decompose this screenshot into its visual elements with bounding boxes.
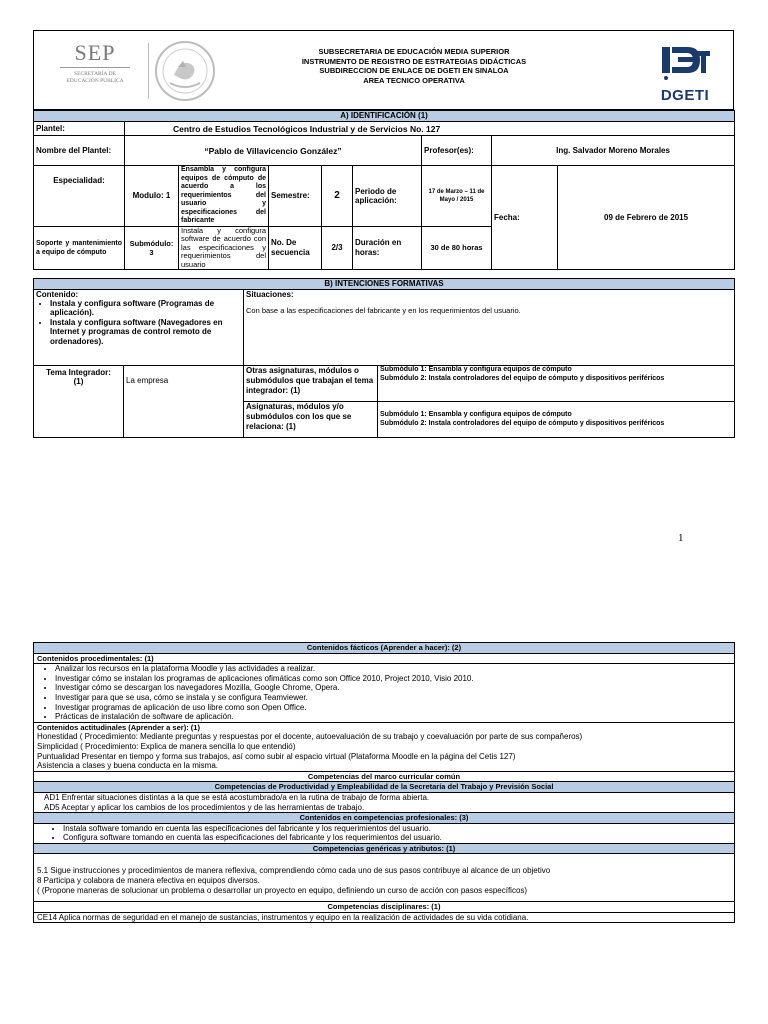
otras-asignaturas-cell (378, 366, 735, 402)
procedimentales-cell (34, 664, 735, 723)
nombre-label: Nombre del Plantel: (34, 136, 125, 166)
actitudinal-line: Simplicidad ( Procedimiento: Explica de manera sencilla lo que entendió) (37, 741, 296, 751)
especialidad-label: Especialidad: (34, 166, 125, 227)
fecha-label: Fecha: (492, 166, 558, 270)
intenciones-table (33, 278, 735, 438)
procedimental-item: • Investigar para que se usa, cómo se instala y se configura Teamviewer. (55, 693, 731, 703)
identificacion-band: A) IDENTIFICACIÓN (1) (34, 111, 735, 122)
title-line-4: AREA TECNICO OPERATIVA (363, 75, 465, 85)
nombre-value: “Pablo de Villavicencio González” (125, 136, 422, 166)
semestre-value: 2 (322, 166, 353, 227)
procedimental-item: • Prácticas de instalación de software de aplicación. (55, 712, 731, 722)
tema-value: La empresa (124, 366, 244, 438)
situaciones-label: Situaciones: (246, 290, 294, 299)
submodulo-label: Submódulo: 3 (125, 226, 179, 270)
actitudinal-line: Asistencia a clases y buena conducta en la misma. (37, 761, 218, 771)
generica-line: 5.1 Sigue instrucciones y procedimientos de manera reflexiva, comprendiendo cómo cada uno de sus pasos contribuye al alcance de un objetivo (37, 866, 551, 876)
dgeti-logo-text: DGETI (660, 87, 710, 104)
tema-integrador-cell (34, 366, 124, 438)
fecha-value: 09 de Febrero de 2015 (558, 166, 735, 270)
actitudinales-cell (34, 722, 735, 771)
secuencia-value: 2/3 (322, 226, 353, 270)
marco-curricular-band: Competencias del marco curricular común (34, 771, 735, 782)
secuencia-label: No. De secuencia (269, 226, 322, 270)
profesionales-list (37, 824, 731, 843)
profesor-value: Ing. Salvador Moreno Morales (492, 136, 735, 166)
title-line-2: INSTRUMENTO DE REGISTRO DE ESTRATEGIAS DIDÁCTICAS (301, 56, 527, 66)
identificacion-table (33, 110, 735, 270)
contenido-list (36, 299, 241, 346)
profesionales-cell (34, 823, 735, 843)
dgeti-emblem-icon (652, 43, 718, 83)
mexico-seal-icon (152, 39, 218, 103)
situaciones-text: Con base a las especificaciones del fabricante y en los requerimientos del usuario. (246, 306, 521, 315)
actitudinal-line: Puntualidad Presentar en tiempo y forma sus trabajos, así como subir al espacio virtual (Plataforma Moodle en la página del Cetis 127) (37, 751, 516, 761)
procedimental-item: • Investigar cómo se instalan los programas de aplicaciones ofimáticas como son Office 2010, Project 2010, Visio 2010. (55, 674, 731, 684)
contenido-item: • Instala y configura software (Programas de aplicación). (50, 299, 241, 318)
duracion-label: Duración en horas: (353, 226, 422, 270)
semestre-label: Semestre: (269, 166, 322, 227)
sep-logo-line2: EDUCACIÓN PÚBLICA (66, 78, 124, 84)
plantel-value: Centro de Estudios Tecnológicos Industrial y de Servicios No. 127 (125, 122, 735, 136)
situaciones-cell (244, 290, 735, 366)
periodo-label: Periodo de aplicación: (353, 166, 422, 227)
tema-number: (1) (73, 377, 84, 386)
procedimentales-label: Contenidos procedimentales: (1) (34, 653, 735, 664)
generica-line: ( (Propone maneras de solucionar un problema o desarrollar un proyecto en equipo, definiendo un curso de acción con pasos específicos) (37, 885, 528, 895)
productividad-line: AD1 Enfrentar situaciones distintas a la que se está acostumbrado/a en la rutina de trabajo de forma abierta. (44, 792, 430, 802)
document-header (33, 30, 734, 110)
document-title-block (264, 47, 564, 85)
profesor-label: Profesor(es): (422, 136, 492, 166)
asignaturas-label: Asignaturas, módulos y/o submódulos con los que se relaciona: (1) (244, 402, 378, 438)
title-line-3: SUBDIRECCION DE ENLACE DE DGETI EN SINALOA (319, 66, 509, 76)
genericas-cell (34, 854, 735, 902)
modulo-label: Modulo: 1 (125, 166, 179, 227)
page-number: 1 (678, 532, 684, 544)
asignaturas-line: Submódulo 2: Instala controladores del equipo de cómputo y dispositivos periféricos (380, 419, 665, 427)
contenido-cell (34, 290, 244, 366)
otras-line: Submódulo 2: Instala controladores del equipo de cómputo y dispositivos periféricos (380, 374, 665, 382)
modulo-description: Ensambla y configura equipos de cómputo de acuerdo a los requerimientos del usuario y especificaciones del fabricante (179, 166, 269, 227)
periodo-value: 17 de Marzo – 11 de Mayo / 2015 (422, 166, 492, 227)
actitudinales-label: Contenidos actitudinales (Aprender a ser): (1) (37, 722, 200, 732)
otras-line: Submódulo 1: Ensambla y configura equipos de cómputo (380, 366, 572, 373)
genericas-band: Competencias genéricas y atributos: (1) (34, 843, 735, 854)
procedimental-item: • Investigar programas de aplicación de uso libre como son Open Office. (55, 703, 731, 713)
profesionales-band: Contenidos en competencias profesionales: (3) (34, 813, 735, 824)
tema-label: Tema Integrador: (46, 368, 111, 377)
productividad-cell (34, 792, 735, 812)
contenidos-table (33, 642, 735, 923)
generica-line: 8 Participa y colabora de manera efectiva en equipos diversos. (37, 876, 260, 886)
contenido-label: Contenido: (36, 290, 79, 299)
submodulo-description: Instala y configura software de acuerdo con las especificaciones y requerimientos del usuario (179, 226, 269, 270)
procedimental-item: • Investigar cómo se descargan los navegadores Mozilla, Google Chrome, Opera. (55, 683, 731, 693)
procedimentales-list (37, 664, 731, 722)
otras-asignaturas-label: Otras asignaturas, módulos o submódulos que trabajan el tema integrador: (1) (244, 366, 378, 402)
asignaturas-cell (378, 402, 735, 438)
asignaturas-line: Submódulo 1: Ensambla y configura equipos de cómputo (380, 411, 572, 418)
especialidad-value: Soporte y mantenimiento a equipo de cómputo (34, 226, 125, 270)
dgeti-logo (652, 43, 718, 104)
title-line-1: SUBSECRETARIA DE EDUCACIÓN MEDIA SUPERIOR (318, 47, 510, 56)
disciplinares-text: CE14 Aplica normas de seguridad en el manejo de sustancias, instrumentos y equipo en la realización de actividades de su vida cotidiana. (34, 912, 735, 923)
intenciones-band: B) INTENCIONES FORMATIVAS (34, 279, 735, 290)
plantel-label: Plantel: (34, 122, 125, 136)
contenido-item: • Instala y configura software (Navegadores en Internet y programas de control remoto de ordenadores). (50, 318, 241, 346)
sep-logo-line1: SECRETARÍA DE (74, 71, 116, 77)
disciplinares-band: Competencias disciplinares: (1) (34, 902, 735, 913)
profesional-item: • Configura software tomando en cuenta las especificaciones del fabricante y los requerimientos del usuario. (63, 833, 731, 843)
duracion-value: 30 de 80 horas (422, 226, 492, 270)
facticos-band: Contenidos fácticos (Aprender a hacer): (2) (34, 643, 735, 654)
actitudinal-line: Honestidad ( Procedimiento: Mediante preguntas y respuestas por el docente, autoevaluación de su trabajo y coevaluación por parte de sus compañeros) (37, 732, 583, 742)
profesional-item: • Instala software tomando en cuenta las especificaciones del fabricante y los requerimientos del usuario. (63, 824, 731, 834)
productividad-band: Competencias de Productividad y Empleabilidad de la Secretaría del Trabajo y Previsión Social (34, 782, 735, 793)
sep-logo-brand: SEP (74, 40, 116, 65)
productividad-line: AD5 Aceptar y aplicar los cambios de los procedimientos y de las herramientas de trabajo. (44, 802, 365, 812)
procedimental-item: • Analizar los recursos en la plataforma Moodle y las actividades a realizar. (55, 664, 731, 674)
sep-logo (46, 41, 144, 99)
